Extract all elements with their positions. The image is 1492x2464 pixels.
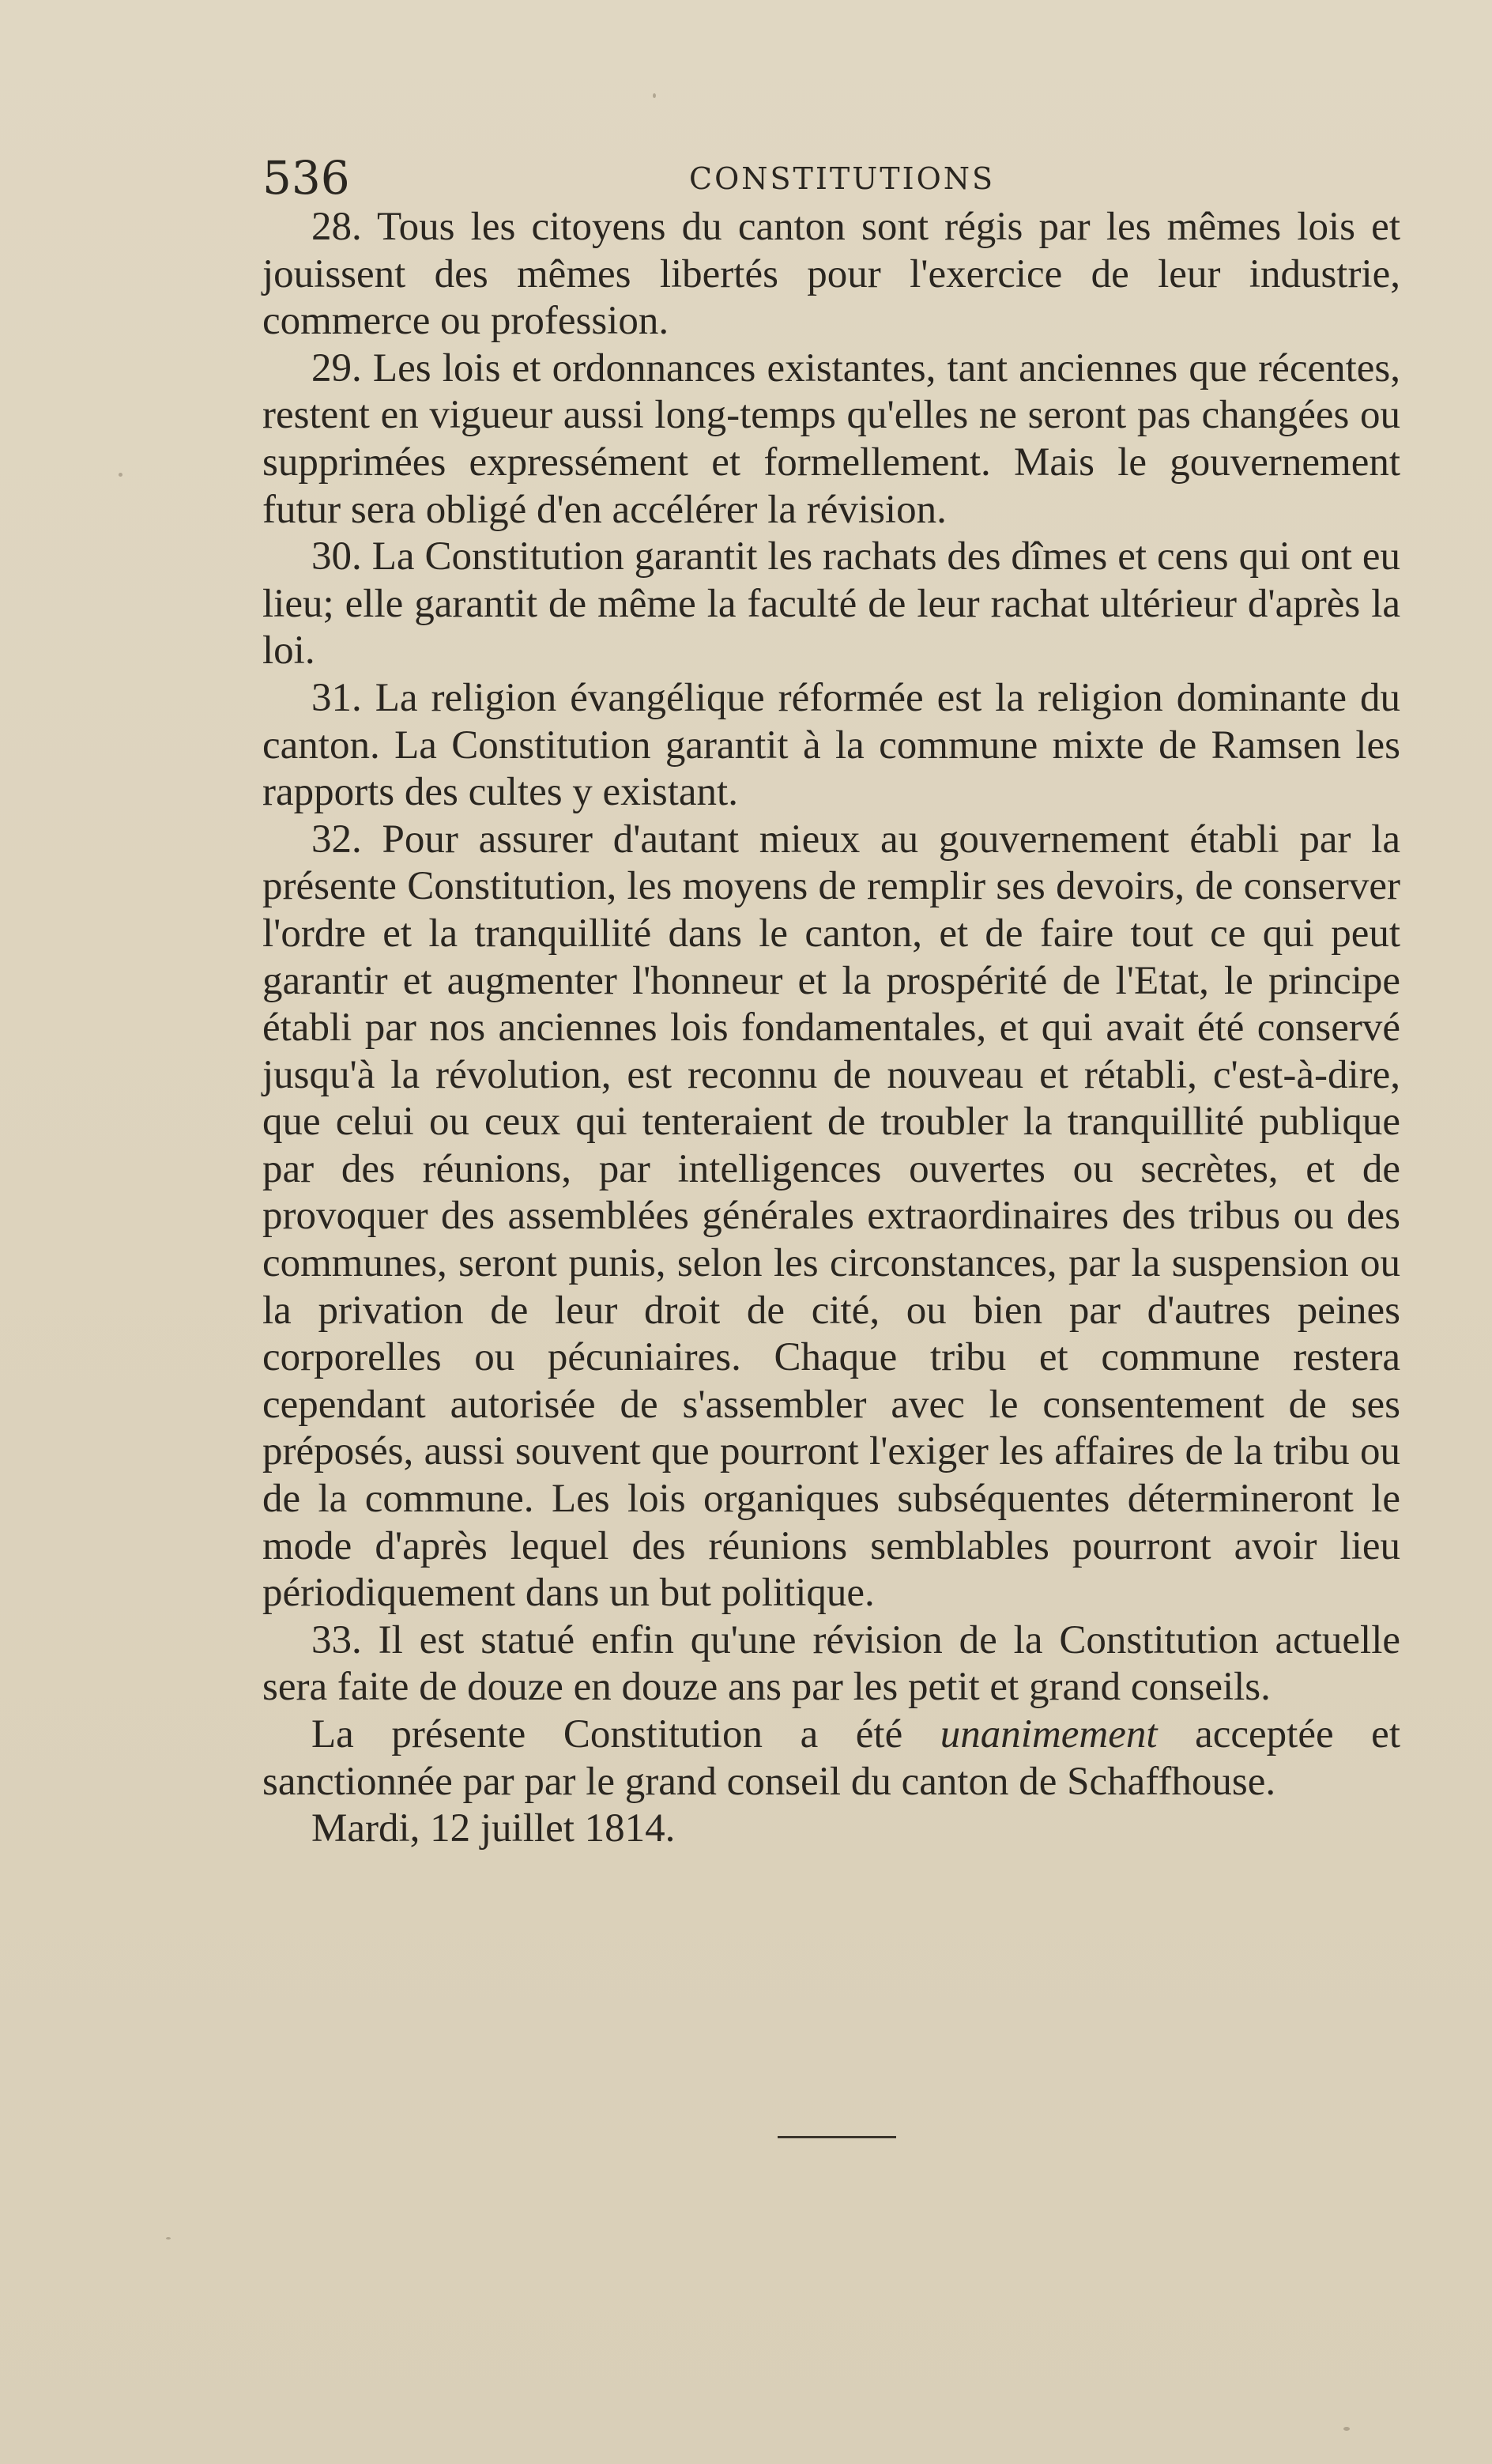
date-line: Mardi, 12 juillet 1814.	[311, 1806, 676, 1851]
article-text: Tous les citoyens du canton sont régis par les mêmes lois et jouissent des mêmes libertés pour l'exercice de leur industrie, commerce ou profession.	[262, 205, 1400, 344]
paper-speck	[119, 473, 122, 477]
article-number: 30.	[311, 534, 362, 579]
article-text: Il est statué enfin qu'une révision de la Constitution actuelle sera faite de douze en douze ans par les petit et grand conseils.	[262, 1617, 1401, 1710]
article-text: La religion évangélique réformée est la religion dominante du canton. La Constitution garantit à la commune mixte de Ramsen les rapports des cultes y existant.	[262, 675, 1401, 815]
closing-text-after: acceptée et sanctionnée par par le grand conseil du canton de Schaffhouse.	[262, 1712, 1400, 1804]
article-number: 33.	[311, 1617, 362, 1662]
closing-paragraph	[262, 1711, 1400, 1806]
article-text: Pour assurer d'autant mieux au gouvernement établi par la présente Constitution, les moyens de remplir ses devoirs, de conserver l'ordre et la tranquillité dans le canton, et de faire tout ce qui peut garantir et augmenter l'honneur et la prospérité de l'Etat, le principe établi par nos anciennes lois fondamentales, et qui avait été conservé jusqu'à la révolution, est reconnu de nouveau et rétabli, c'est-à-dire, que celui ou ceux qui tenteraient de troubler la tranquillité publique par des réunions, par intelligences ouvertes ou secrètes, et de provoquer des assemblées générales extraordinaires des tribus ou des communes, seront punis, selon les circonstances, par la suspension ou la privation de leur droit de cité, ou bien par d'autres peines corporelles ou pécuniaires. Chaque tribu et commune restera cependant autorisée de s'assembler avec le consentement de ses préposés, aussi souvent que pourront l'exiger les affaires de la tribu ou de la commune. Les lois organiques subséquentes détermineront le mode d'après lequel des réunions semblables pourront avoir lieu périodiquement dans un but politique.	[262, 817, 1400, 1616]
end-rule	[778, 2136, 896, 2138]
article-30	[262, 534, 1400, 675]
paper-speck	[653, 93, 656, 98]
paper-speck	[166, 2237, 171, 2239]
page-header	[262, 150, 1400, 206]
article-text: Les lois et ordonnances existantes, tant anciennes que récentes, restent en vigueur aussi long-temps qu'elles ne seront pas changées ou supprimées expressément et formellement. Mais le gouvernement futur sera obligé d'en accélérer la révision.	[262, 345, 1400, 532]
closing-text-before: La présente Constitution a été	[311, 1712, 940, 1756]
paper-speck	[1343, 2427, 1350, 2431]
closing-emphasis: unanimement	[940, 1712, 1158, 1756]
article-number: 31.	[311, 675, 362, 720]
running-head: CONSTITUTIONS	[689, 161, 996, 196]
article-number: 29.	[311, 345, 362, 391]
page-number: 536	[262, 151, 350, 205]
article-number: 32.	[311, 817, 362, 862]
article-text: La Constitution garantit les rachats des dîmes et cens qui ont eu lieu; elle garantit de même la faculté de leur rachat ultérieur d'après la loi.	[262, 534, 1400, 674]
article-33	[262, 1617, 1400, 1711]
article-28	[262, 204, 1400, 345]
body-text	[262, 204, 1400, 1853]
article-29	[262, 345, 1400, 534]
article-number: 28.	[311, 205, 362, 249]
article-31	[262, 675, 1400, 817]
article-32	[262, 817, 1400, 1617]
